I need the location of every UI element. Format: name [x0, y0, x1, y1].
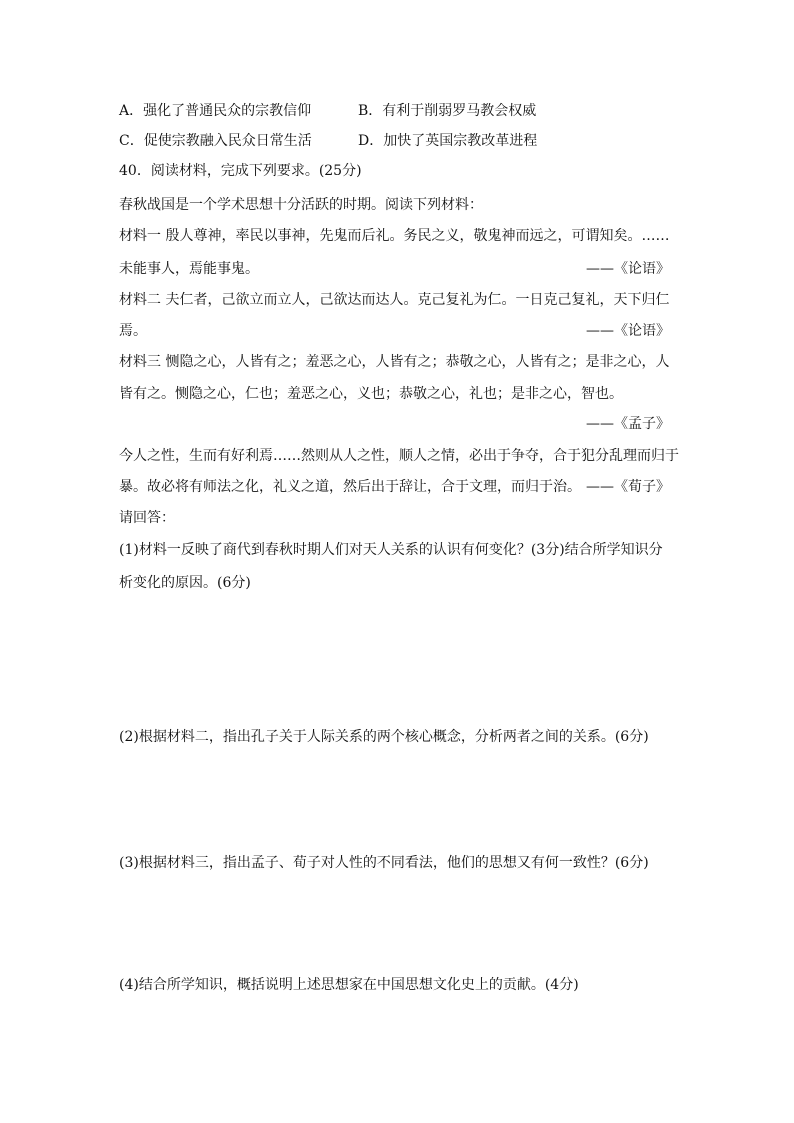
sub-question-1-line-2: 析变化的原因。(6分) — [119, 575, 251, 591]
material-1-source: ——《论语》 — [586, 261, 670, 277]
material-3-source: ——《孟子》 — [586, 416, 670, 432]
answer-prompt: 请回答： — [119, 510, 175, 526]
material-3b-line-1: 今人之性，生而有好利焉……然则从人之性，顺人之情，必出于争夺，合于犯分乱理而归于 — [119, 448, 679, 464]
question-intro: 春秋战国是一个学术思想十分活跃的时期。阅读下列材料： — [119, 197, 483, 213]
sub-question-3: (3)根据材料三，指出孟子、荀子对人性的不同看法，他们的思想又有何一致性？(6分) — [119, 855, 649, 871]
option-a[interactable]: A．强化了普通民众的宗教信仰 — [119, 103, 312, 119]
option-b[interactable]: B．有利于削弱罗马教会权威 — [358, 103, 537, 119]
question-heading: 40．阅读材料，完成下列要求。(25分) — [119, 163, 362, 179]
material-3b-line-2: 暴。故必将有师法之化，礼义之道，然后出于辞让，合于文理，而归于治。 — [119, 479, 581, 495]
material-3-line-1: 材料三 恻隐之心，人皆有之；羞恶之心，人皆有之；恭敬之心，人皆有之；是非之心，人 — [119, 354, 670, 370]
sub-question-2: (2)根据材料二，指出孔子关于人际关系的两个核心概念，分析两者之间的关系。(6分) — [119, 729, 649, 745]
option-d[interactable]: D．加快了英国宗教改革进程 — [358, 133, 538, 149]
material-2-line-1: 材料二 夫仁者，己欲立而立人，己欲达而达人。克己复礼为仁。一日克己复礼，天下归仁 — [119, 292, 670, 308]
material-1-line-2: 未能事人，焉能事鬼。 — [119, 261, 259, 277]
material-3b-source: ——《荀子》 — [586, 479, 670, 495]
material-2-source: ——《论语》 — [586, 323, 670, 339]
sub-question-1-line-1: (1)材料一反映了商代到春秋时期人们对天人关系的认识有何变化？(3分)结合所学知识分 — [119, 542, 663, 558]
material-3-line-2: 皆有之。恻隐之心，仁也；羞恶之心，义也；恭敬之心，礼也；是非之心，智也。 — [119, 386, 623, 402]
option-c[interactable]: C．促使宗教融入民众日常生活 — [119, 133, 312, 149]
material-1-line-1: 材料一 殷人尊神，率民以事神，先鬼而后礼。务民之义，敬鬼神而远之，可谓知矣。…… — [119, 228, 670, 244]
material-2-line-2: 焉。 — [119, 323, 147, 339]
sub-question-4: (4)结合所学知识，概括说明上述思想家在中国思想文化史上的贡献。(4分) — [119, 977, 579, 993]
